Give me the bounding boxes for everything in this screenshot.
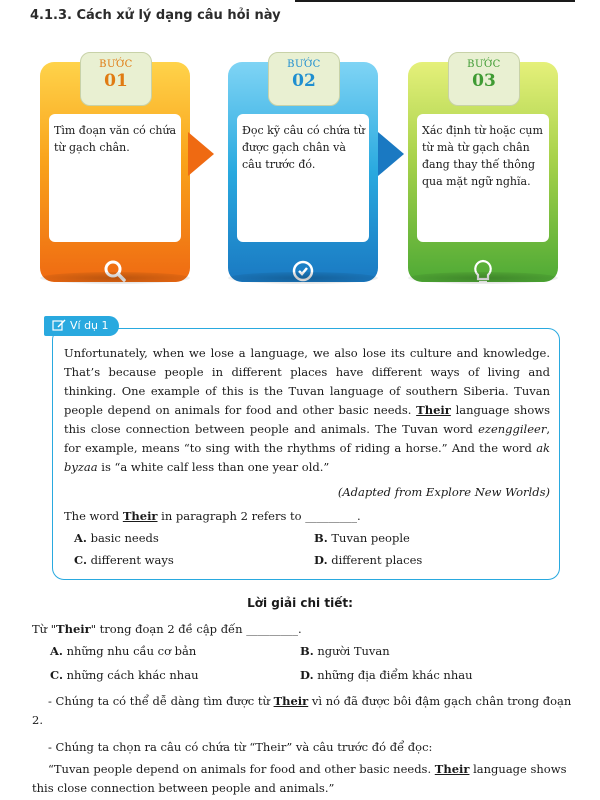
option-text: Tuvan people bbox=[331, 531, 410, 545]
step-card-2 bbox=[228, 52, 378, 282]
passage-term: ak byzaa bbox=[64, 441, 551, 474]
question-text: " trong đoạn 2 đề cập đến bbox=[90, 622, 243, 636]
solution-text: - Chúng ta có thể dễ dàng tìm được từ bbox=[48, 694, 270, 708]
solution-option-b bbox=[300, 644, 390, 658]
underlined-word: Their bbox=[122, 509, 158, 523]
passage-text: is “a white calf less than one year old.” bbox=[101, 460, 330, 474]
solution-option-d bbox=[300, 668, 473, 682]
solution-line-1 bbox=[32, 692, 572, 730]
example-tab-label: Ví dụ 1 bbox=[70, 319, 109, 332]
step-shadow bbox=[40, 272, 190, 284]
section-title: 4.1.3. Cách xử lý dạng câu hỏi này bbox=[30, 8, 281, 23]
passage-source: (Adapted from Explore New Worlds) bbox=[337, 485, 550, 499]
solution-text: vì nó đã được bôi đậm gạch chân trong đoạn 2. bbox=[32, 694, 572, 727]
solution-option-c bbox=[50, 668, 198, 682]
step-label: BƯỚC bbox=[99, 59, 133, 70]
underlined-word: Their bbox=[434, 762, 470, 776]
question-text: The word bbox=[64, 509, 120, 523]
bold-word: Their bbox=[56, 622, 91, 636]
option-d bbox=[314, 553, 422, 567]
underlined-word: Their bbox=[416, 403, 451, 417]
option-letter: B. bbox=[314, 531, 328, 545]
step-number: 01 bbox=[104, 71, 128, 91]
answer-blank: _________. bbox=[246, 622, 302, 636]
option-text: different ways bbox=[90, 553, 174, 567]
option-text: những địa điểm khác nhau bbox=[317, 668, 473, 682]
step-card-1 bbox=[40, 52, 190, 282]
passage-text: Unfortunately, when we lose a language, we also lose its culture and knowledge. That’s because people in different places have different ways of living and thinking. One example of this is the Tuvan language of southern Siberia. Tuvan people depend on animals for food and other basic needs. bbox=[64, 346, 550, 417]
option-b bbox=[314, 531, 410, 545]
passage-term: ezenggileer bbox=[478, 422, 547, 436]
option-letter: B. bbox=[300, 644, 314, 658]
option-c bbox=[74, 553, 174, 567]
step-number: 02 bbox=[292, 71, 316, 91]
option-text: basic needs bbox=[90, 531, 159, 545]
option-text: người Tuvan bbox=[317, 644, 390, 658]
step-shadow bbox=[228, 272, 378, 284]
step-shadow bbox=[408, 272, 558, 284]
solution-text: “Tuvan people depend on animals for food and other basic needs. bbox=[48, 762, 432, 776]
underlined-word: Their bbox=[273, 694, 309, 708]
passage-text: , for example, means “to sing with the rhythms of riding a horse.” And the word bbox=[64, 422, 550, 455]
question-text: in paragraph 2 refers to bbox=[161, 509, 302, 523]
solution-text: language shows this close connection between people and animals.” bbox=[32, 762, 567, 795]
step-badge-2 bbox=[268, 52, 340, 106]
step-text: Xác định từ hoặc cụm từ mà từ gạch chân đang thay thế thông qua mặt ngữ nghĩa. bbox=[422, 124, 543, 188]
option-text: những nhu cầu cơ bản bbox=[66, 644, 197, 658]
header-rule bbox=[295, 0, 575, 2]
arrow-right-icon bbox=[188, 132, 214, 176]
step-number: 03 bbox=[472, 71, 496, 91]
option-text: những cách khác nhau bbox=[66, 668, 199, 682]
example-tab bbox=[44, 316, 119, 336]
step-card-3 bbox=[408, 52, 558, 282]
example-passage bbox=[64, 344, 550, 477]
solution-line-3 bbox=[32, 760, 572, 798]
step-text: Tìm đoạn văn có chứa từ gạch chân. bbox=[54, 124, 177, 154]
passage-text: language shows this close connection between people and animals. The Tuvan word bbox=[64, 403, 551, 436]
solution-line-2: - Chúng ta chọn ra câu có chứa từ “Their” và câu trước đó để đọc: bbox=[48, 740, 433, 754]
step-badge-3 bbox=[448, 52, 520, 106]
solution-question bbox=[32, 620, 302, 639]
answer-blank: _________. bbox=[305, 509, 361, 523]
notepad-icon bbox=[52, 319, 66, 331]
arrow-right-icon bbox=[378, 132, 404, 176]
option-a bbox=[74, 531, 159, 545]
option-letter: D. bbox=[300, 668, 314, 682]
example-question bbox=[64, 509, 361, 523]
question-text: Từ " bbox=[32, 622, 57, 636]
solution-title: Lời giải chi tiết: bbox=[247, 596, 353, 610]
option-letter: A. bbox=[50, 644, 63, 658]
option-text: different places bbox=[331, 553, 423, 567]
step-label: BƯỚC bbox=[287, 59, 321, 70]
option-letter: C. bbox=[50, 668, 63, 682]
step-badge-1 bbox=[80, 52, 152, 106]
step-text: Đọc kỹ câu có chứa từ được gạch chân và câu trước đó. bbox=[242, 124, 366, 171]
option-letter: D. bbox=[314, 553, 328, 567]
option-letter: C. bbox=[74, 553, 87, 567]
solution-option-a bbox=[50, 644, 196, 658]
option-letter: A. bbox=[74, 531, 87, 545]
step-label: BƯỚC bbox=[467, 59, 501, 70]
